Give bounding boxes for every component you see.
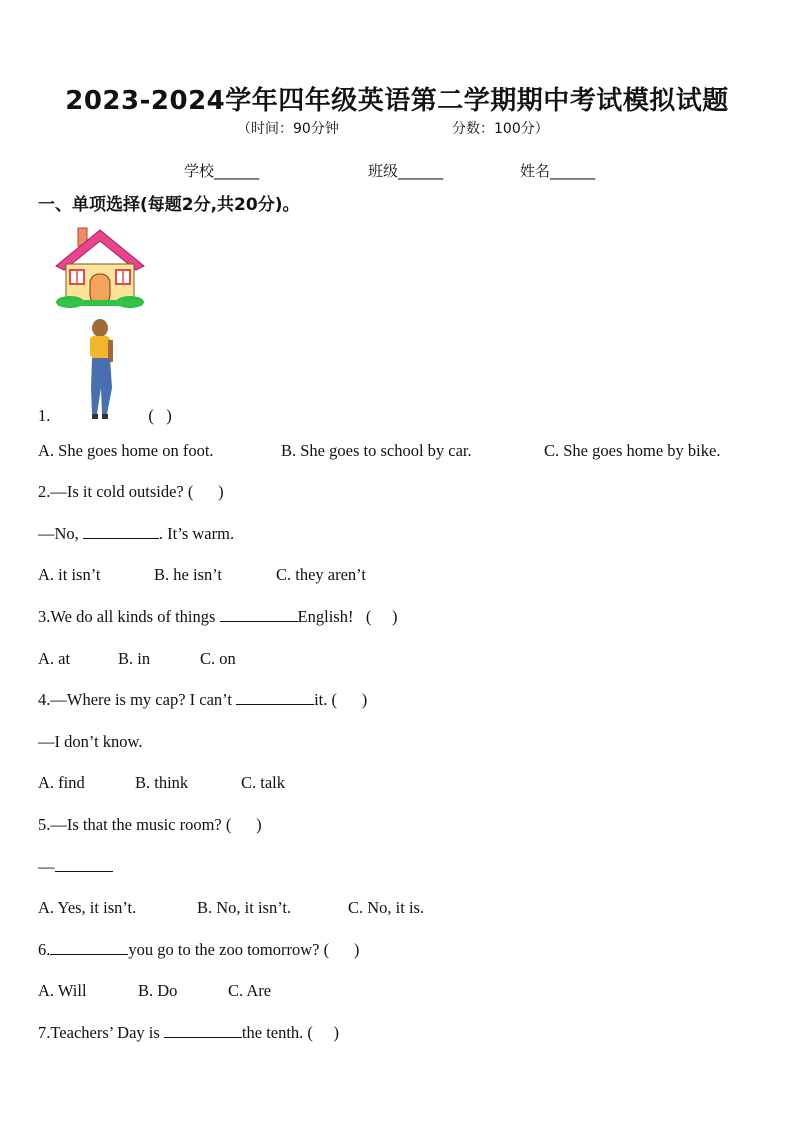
q4-stem-start: 4.—Where is my cap? I can’t [38, 690, 237, 709]
q6-number: 6. [38, 940, 51, 959]
question-4-reply: —I don’t know. [38, 732, 143, 751]
question-6 [38, 940, 359, 960]
q7-blank[interactable] [164, 1023, 242, 1038]
exam-time: （时间：90分钟 [237, 121, 339, 137]
q5-dash: — [38, 857, 55, 876]
q6-blank[interactable] [50, 940, 128, 955]
question-1-number: 1. [38, 406, 51, 425]
q4-blank[interactable] [236, 690, 314, 705]
question-3 [38, 607, 397, 627]
page-title: 2023-2024学年四年级英语第二学期期中考试模拟试题 [65, 86, 729, 116]
house-picture [54, 224, 146, 314]
name-field[interactable]: 姓名______ [520, 162, 596, 180]
q4-option-a[interactable]: A. find [38, 773, 85, 792]
q6-option-b[interactable]: B. Do [138, 981, 178, 1000]
question-1-bracket: ( ) [148, 406, 172, 425]
q2-blank[interactable] [83, 524, 159, 539]
q5-option-c[interactable]: C. No, it is. [348, 898, 425, 917]
question-2-reply [38, 524, 234, 544]
question-5: 5.—Is that the music room? ( ) [38, 815, 262, 834]
q3-option-b[interactable]: B. in [118, 649, 151, 668]
q2-option-c[interactable]: C. they aren’t [276, 565, 366, 584]
q7-stem-end: the tenth. ( ) [241, 1023, 340, 1042]
exam-score: 分数：100分） [452, 121, 549, 137]
q2-reply-start: —No, [38, 524, 83, 543]
q3-blank[interactable] [220, 607, 298, 622]
q3-stem-start: 3.We do all kinds of things [38, 607, 220, 626]
q1-option-c[interactable]: C. She goes home by bike. [544, 441, 721, 460]
q6-option-a[interactable]: A. Will [38, 981, 87, 1000]
q6-stem-end: you go to the zoo tomorrow? ( ) [128, 940, 360, 959]
q3-stem-end: English! ( ) [297, 607, 398, 626]
q4-option-b[interactable]: B. think [135, 773, 189, 792]
question-7 [38, 1023, 339, 1043]
q1-option-a[interactable]: A. She goes home on foot. [38, 441, 214, 460]
school-field[interactable]: 学校______ [184, 162, 260, 180]
q2-option-b[interactable]: B. he isn’t [154, 565, 222, 584]
class-field[interactable]: 班级______ [368, 162, 444, 180]
q2-option-a[interactable]: A. it isn’t [38, 565, 101, 584]
q5-option-b[interactable]: B. No, it isn’t. [197, 898, 292, 917]
q4-stem-end: it. ( ) [314, 690, 368, 709]
q3-option-c[interactable]: C. on [200, 649, 236, 668]
q5-option-a[interactable]: A. Yes, it isn’t. [38, 898, 137, 917]
question-1 [38, 406, 172, 426]
q6-option-c[interactable]: C. Are [228, 981, 272, 1000]
question-4 [38, 690, 367, 710]
q4-option-c[interactable]: C. talk [241, 773, 285, 792]
q7-stem-start: 7.Teachers’ Day is [38, 1023, 164, 1042]
q3-option-a[interactable]: A. at [38, 649, 71, 668]
question-5-reply [38, 857, 113, 877]
section-heading: 一、单项选择(每题2分,共20分)。 [38, 195, 300, 215]
q1-option-b[interactable]: B. She goes to school by car. [281, 441, 472, 460]
q5-blank[interactable] [55, 857, 113, 872]
q2-reply-end: . It’s warm. [158, 524, 235, 543]
question-2: 2.—Is it cold outside? ( ) [38, 482, 224, 501]
